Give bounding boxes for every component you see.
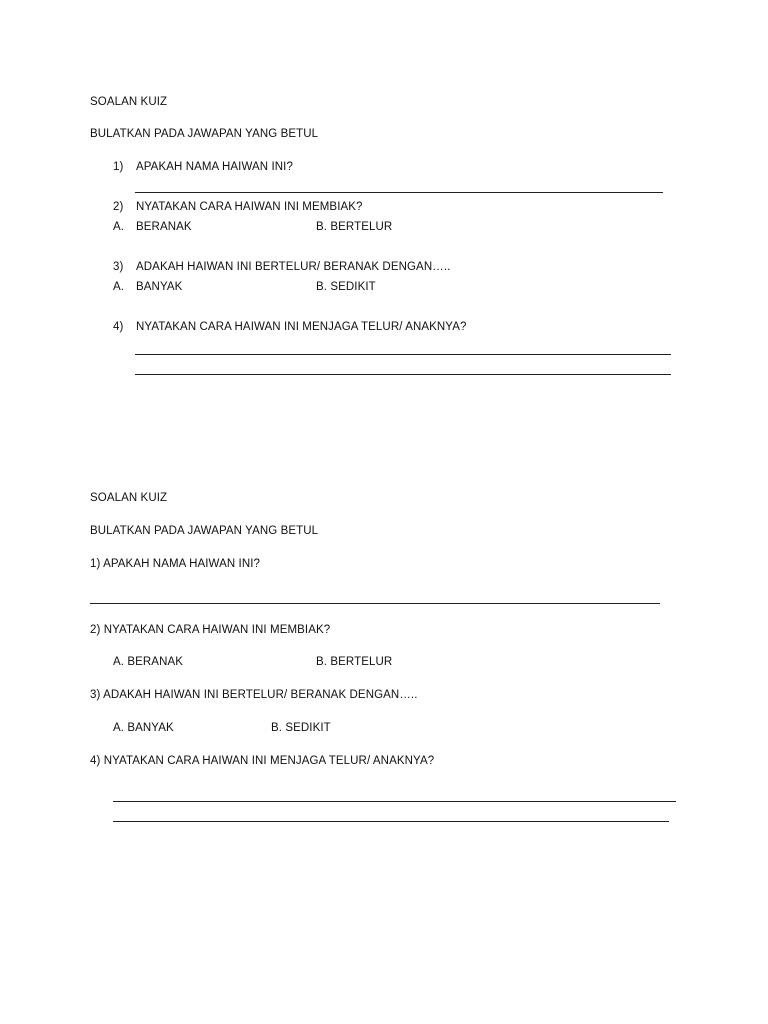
option-a[interactable]: BANYAK [136, 281, 183, 293]
question-number: 2) [113, 201, 124, 213]
quiz-title: SOALAN KUIZ [90, 492, 168, 504]
question-3-text: 3) ADAKAH HAIWAN INI BERTELUR/ BERANAK DENGAN….. [90, 689, 418, 701]
option-a[interactable]: A. BERANAK [113, 656, 184, 668]
option-b[interactable]: B. BERTELUR [316, 221, 393, 233]
answer-line[interactable] [113, 821, 669, 822]
answer-line[interactable] [135, 374, 671, 375]
question-4-text: 4) NYATAKAN CARA HAIWAN INI MENJAGA TELUR/ ANAKNYA? [90, 755, 435, 767]
question-1-text: 1) APAKAH NAMA HAIWAN INI? [90, 558, 261, 570]
option-a[interactable]: BERANAK [136, 221, 192, 233]
question-4-text: NYATAKAN CARA HAIWAN INI MENJAGA TELUR/ ANAKNYA? [136, 321, 467, 333]
question-2-text: 2) NYATAKAN CARA HAIWAN INI MEMBIAK? [90, 624, 331, 636]
question-number: 3) [113, 261, 124, 273]
answer-line[interactable] [113, 801, 676, 802]
quiz-instruction: BULATKAN PADA JAWAPAN YANG BETUL [90, 525, 319, 537]
quiz-instruction: BULATKAN PADA JAWAPAN YANG BETUL [90, 128, 319, 140]
answer-line[interactable] [90, 603, 660, 604]
option-letter: A. [113, 221, 125, 233]
question-2-text: NYATAKAN CARA HAIWAN INI MEMBIAK? [136, 201, 363, 213]
question-1-text: APAKAH NAMA HAIWAN INI? [136, 161, 293, 173]
answer-line[interactable] [135, 354, 671, 355]
option-b[interactable]: B. SEDIKIT [316, 281, 376, 293]
option-letter: A. [113, 281, 125, 293]
option-b[interactable]: B. BERTELUR [316, 656, 393, 668]
question-number: 1) [113, 161, 124, 173]
quiz-title: SOALAN KUIZ [90, 96, 168, 108]
question-number: 4) [113, 321, 124, 333]
option-b[interactable]: B. SEDIKIT [271, 722, 331, 734]
option-a[interactable]: A. BANYAK [113, 722, 174, 734]
answer-line[interactable] [135, 192, 663, 193]
question-3-text: ADAKAH HAIWAN INI BERTELUR/ BERANAK DENGAN….. [136, 261, 451, 273]
